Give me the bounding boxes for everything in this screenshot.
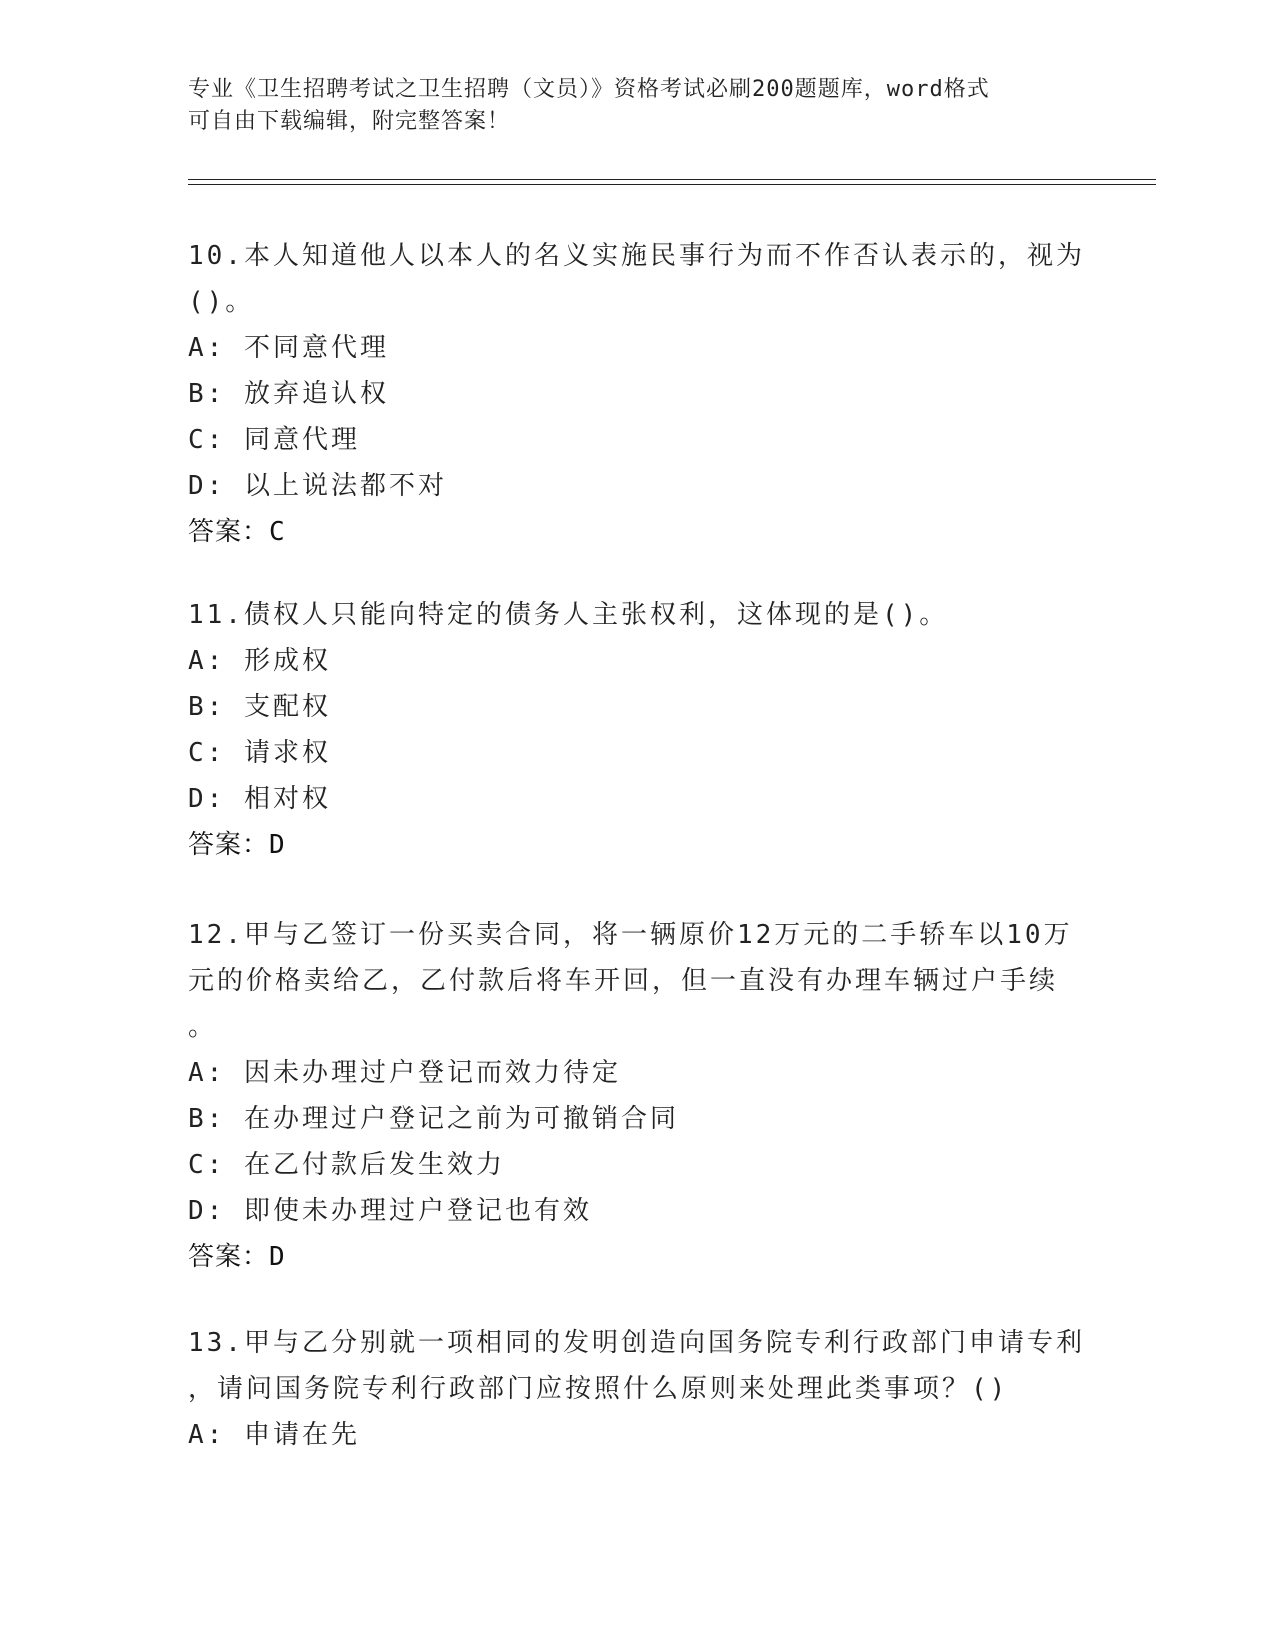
option-a: A: 不同意代理: [188, 333, 389, 363]
option-a: A: 形成权: [188, 646, 331, 676]
question-12: [188, 912, 1088, 1280]
header-title-line-1: 专业《卫生招聘考试之卫生招聘（文员）》资格考试必刷200题题库，word格式: [188, 77, 990, 102]
question-stem-line: 11.债权人只能向特定的债务人主张权利，这体现的是()。: [188, 600, 949, 630]
question-10: [188, 233, 1088, 555]
document-header: [188, 74, 1088, 138]
answer-line: [188, 509, 1088, 555]
question-stem-line: 12.甲与乙签订一份买卖合同，将一辆原价12万元的二手轿车以10万: [188, 920, 1073, 950]
option-d: D: 相对权: [188, 784, 331, 814]
option-c: C: 在乙付款后发生效力: [188, 1150, 505, 1180]
question-stem-line: 10.本人知道他人以本人的名义实施民事行为而不作否认表示的，视为: [188, 241, 1085, 271]
option-b: B: 在办理过户登记之前为可撤销合同: [188, 1104, 679, 1134]
header-rule-bottom: [188, 184, 1156, 185]
answer-value: C: [269, 517, 286, 547]
question-stem-line: ()。: [188, 287, 255, 317]
header-title-line-2: 可自由下载编辑，附完整答案！: [188, 109, 511, 134]
question-13: [188, 1320, 1088, 1458]
answer-line: [188, 822, 1088, 868]
question-stem-line: 13.甲与乙分别就一项相同的发明创造向国务院专利行政部门申请专利: [188, 1328, 1085, 1358]
option-a: A: 因未办理过户登记而效力待定: [188, 1058, 621, 1088]
answer-label: 答案：: [188, 1242, 270, 1272]
option-a: A: 申请在先: [188, 1420, 360, 1450]
option-c: C: 请求权: [188, 738, 331, 768]
question-stem-line: 。: [188, 1012, 218, 1042]
option-c: C: 同意代理: [188, 425, 360, 455]
question-11: [188, 592, 1088, 868]
answer-value: D: [269, 830, 286, 860]
option-d: D: 即使未办理过户登记也有效: [188, 1196, 592, 1226]
answer-label: 答案：: [188, 830, 270, 860]
option-b: B: 放弃追认权: [188, 379, 389, 409]
question-stem-line: 元的价格卖给乙，乙付款后将车开回，但一直没有办理车辆过户手续: [188, 966, 1059, 996]
answer-value: D: [269, 1242, 286, 1272]
option-b: B: 支配权: [188, 692, 331, 722]
answer-label: 答案：: [188, 517, 270, 547]
question-stem-line: ，请问国务院专利行政部门应按照什么原则来处理此类事项？(): [188, 1374, 1009, 1404]
option-d: D: 以上说法都不对: [188, 471, 447, 501]
answer-line: [188, 1234, 1088, 1280]
header-rule-top: [188, 179, 1156, 180]
